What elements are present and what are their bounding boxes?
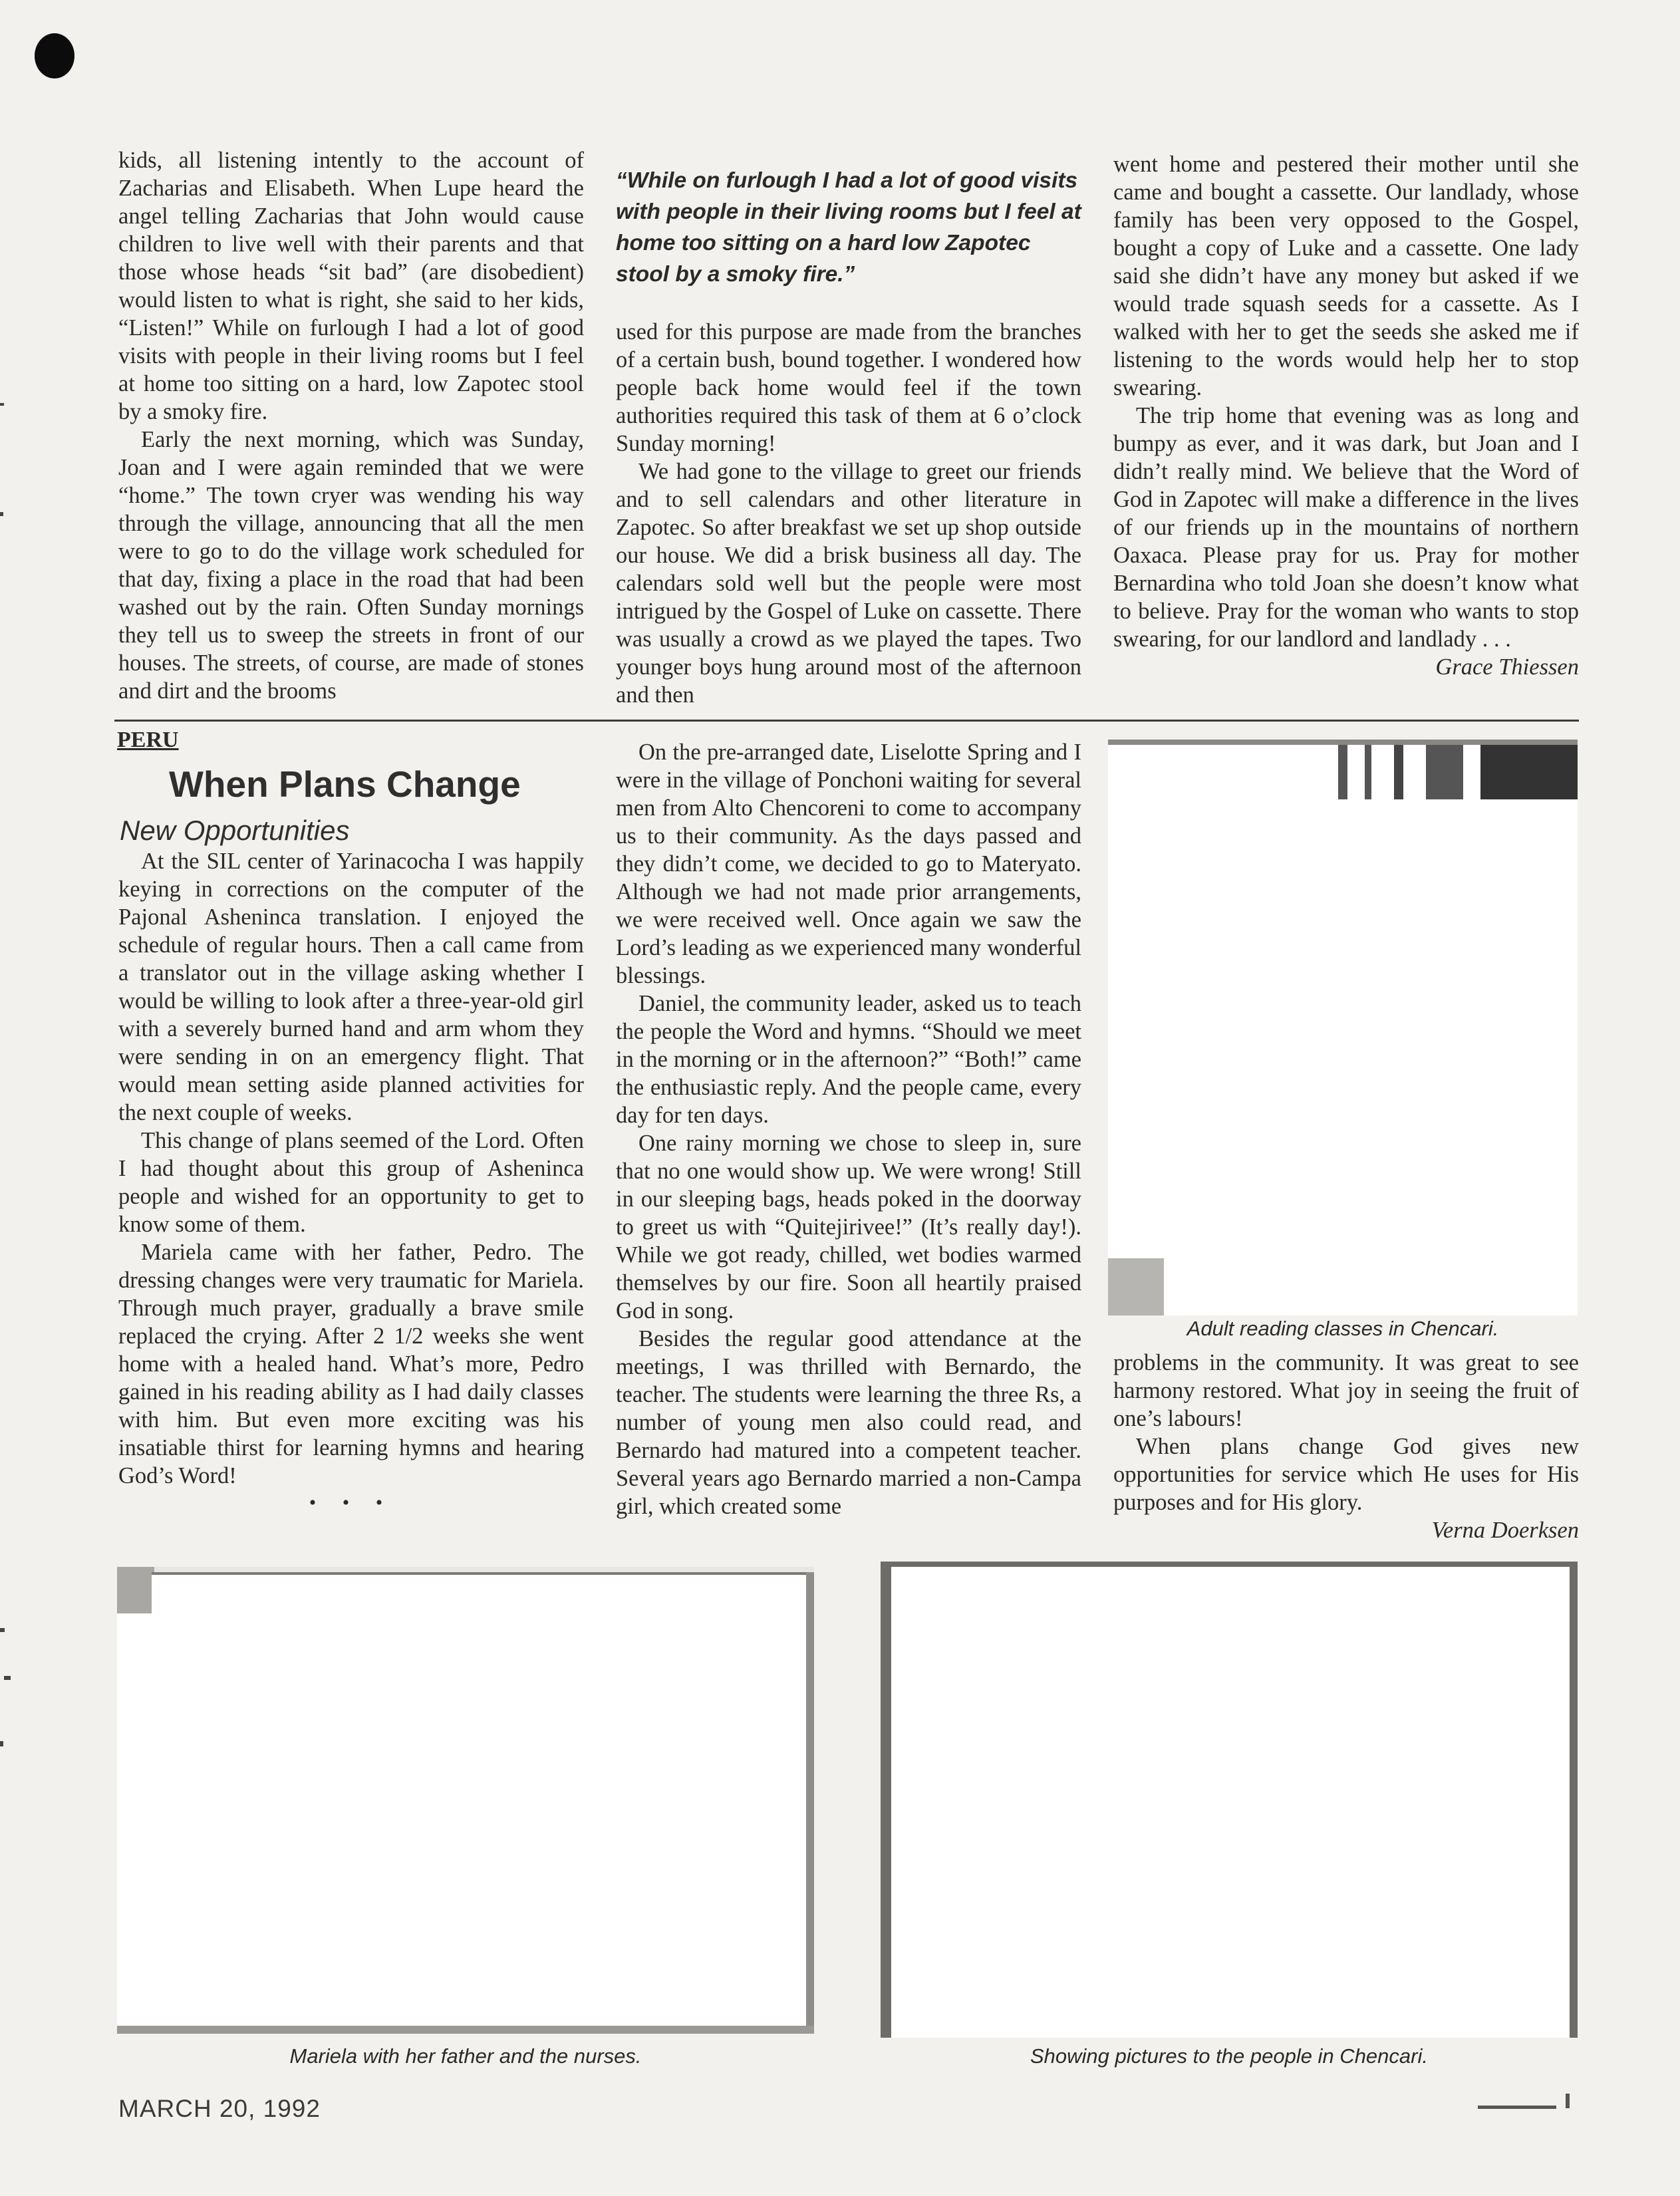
photo-reading-classes (1108, 740, 1578, 1315)
caption-mariela: Mariela with her father and the nurses. (289, 2044, 642, 2068)
scan-mark (0, 403, 4, 406)
paragraph: At the SIL center of Yarinacocha I was happily keying in corrections on the computer of the Pajonal Asheninca translation. I enjoyed the schedule of regular hours. Then a call came from a translator out in the village asking whether I would be willing to look after a three-year-old girl with a severely burned hand and arm whom they were sending in on an emergency flight. That would mean setting aside planned activities for the next couple of weeks. (118, 849, 584, 1125)
paragraph: used for this purpose are made from the branches of a certain bush, bound together. I wondered how people back home would feel if the town authorities required this task of them at 6 o’clock Sunday morning! (616, 319, 1081, 456)
paragraph: Mariela came with her father, Pedro. The dressing changes were very traumatic for Mariela. Through much prayer, gradually a brave smile replaced the crying. After 2 1/2 weeks she went home with a healed hand. What’s more, Pedro gained in his reading ability as I had daily classes with him. But even more exciting was his insatiable thirst for learning hymns and hearing God’s Word! (118, 1240, 584, 1488)
photo-edge (1365, 745, 1371, 799)
section-label: PERU (117, 728, 179, 752)
photo-mariela (117, 1567, 814, 2034)
scan-mark (4, 1676, 11, 1680)
scan-mark (0, 512, 3, 516)
top-story-column-3 (1113, 150, 1579, 681)
photo-edge (1108, 740, 1578, 745)
section-divider (114, 720, 1579, 722)
photo-edge (1394, 745, 1403, 799)
paragraph: Besides the regular good attendance at the meetings, I was thrilled with Bernardo, the teacher. The students were learning the three Rs, a number of young men also could read, and Bernardo had matured into a competent teacher. Several years ago Bernardo married a non-Campa girl, which created some (616, 1326, 1081, 1519)
article-subtitle: New Opportunities (120, 815, 350, 846)
photo-edge (1338, 745, 1347, 799)
paragraph: On the pre-arranged date, Liselotte Spring and I were in the village of Ponchoni waiting for several men from Alto Chencoreni to come to accompany us to their community. As the days passed and they didn’t come, we decided to go to Materyato. Although we had not made prior arrangements, we were received well. Once again we saw the Lord’s leading as we experienced many wonderful blessings. (616, 740, 1081, 988)
photo-edge (806, 1572, 814, 2034)
scan-mark (0, 1741, 3, 1746)
top-story-column-2 (616, 318, 1081, 709)
photo-edge (117, 2026, 814, 2034)
photo-edge (117, 1567, 154, 1613)
photo-edge (1480, 745, 1578, 799)
author-signature: Verna Doerksen (1431, 1518, 1579, 1543)
photo-edge (1570, 1562, 1578, 2038)
photo-edge (117, 1613, 152, 2034)
peru-story-column-1 (118, 847, 584, 1516)
scan-mark (0, 1628, 5, 1632)
caption-reading-classes: Adult reading classes in Chencari. (1187, 1317, 1499, 1340)
paragraph: The trip home that evening was as long and bumpy as ever, and it was dark, but Joan and I didn’t really mind. We believe that the Word of God in Zapotec will make a difference in the lives of our friends up in the mountains of northern Oaxaca. Please pray for us. Pray for mother Bernardina who told Joan she doesn’t know what to believe. Pray for the woman who wants to stop swearing, for our landlord and landlady . . . (1113, 403, 1579, 652)
paragraph: We had gone to the village to greet our friends and to sell calendars and other literature in Zapotec. So after breakfast we set up shop outside our house. We did a brisk business all day. The calendars sold well but the people were most intrigued by the Gospel of Luke on cassette. There was usually a crowd as we played the tapes. Two younger boys hung around most of the afternoon and then (616, 459, 1081, 708)
story-end-dots: • • • (309, 1492, 394, 1514)
caption-showing-pictures: Showing pictures to the people in Chencari. (1030, 2044, 1428, 2068)
footer-date: MARCH 20, 1992 (118, 2095, 321, 2122)
photo-edge (1426, 745, 1463, 799)
paragraph: Early the next morning, which was Sunday, Joan and I were again reminded that we were “home.” The town cryer was wending his way through the village, announcing that all the men were to go to do the village work scheduled for that day, fixing a place in the road that had been washed out by the rain. Often Sunday mornings they tell us to sweep the streets in front of our houses. The streets, of course, are made of stones and dirt and the brooms (118, 427, 584, 704)
page-number-fragment (1566, 2094, 1570, 2108)
peru-story-column-3 (1113, 1349, 1579, 1544)
page-number-fragment (1478, 2106, 1556, 2109)
top-story-column-1 (118, 146, 584, 705)
photo-edge (891, 1567, 1570, 2038)
binder-hole (35, 33, 74, 78)
photo-edge (881, 1562, 1578, 1567)
paragraph: kids, all listening intently to the account of Zacharias and Elisabeth. When Lupe heard the angel telling Zacharias that John would cause children to live well with their parents and that those whose heads “sit bad” (are disobedient) would listen to what is right, she said to her kids, “Listen!” While on furlough I had a lot of good visits with people in their living rooms but I feel at home too sitting on a hard, low Zapotec stool by a smoky fire. (118, 148, 584, 424)
pull-quote: “While on furlough I had a lot of good visits with people in their living rooms but I feel at home too sitting on a hard low Zapotec stool by a smoky fire.” (616, 168, 1081, 287)
photo-edge (881, 1562, 891, 2038)
photo-edge (1108, 1258, 1164, 1315)
paragraph: When plans change God gives new opportunities for service which He uses for His purposes and for His glory. (1113, 1434, 1579, 1515)
paragraph: problems in the community. It was great to see harmony restored. What joy in seeing the fruit of one’s labours! (1113, 1350, 1579, 1431)
article-title: When Plans Change (169, 763, 521, 805)
photo-showing-pictures (881, 1562, 1578, 2038)
paragraph: went home and pestered their mother until she came and bought a cassette. Our landlady, whose family has been very opposed to the Gospel, bought a copy of Luke and a cassette. One lady said she didn’t have any money but asked if we would trade squash seeds for a cassette. As I walked with her to get the seeds she asked me if listening to the words would help her to stop swearing. (1113, 152, 1579, 400)
paragraph: This change of plans seemed of the Lord. Often I had thought about this group of Asheninca people and wished for an opportunity to get to know some of them. (118, 1128, 584, 1237)
paragraph: Daniel, the community leader, asked us to teach the people the Word and hymns. “Should we meet in the morning or in the afternoon?” “Both!” came the enthusiastic reply. And the people came, every day for ten days. (616, 991, 1081, 1128)
photo-edge (152, 1575, 806, 2034)
paragraph: One rainy morning we chose to sleep in, sure that no one would show up. We were wrong! Still in our sleeping bags, heads poked in the doorway to greet us with “Quitejirivee!” (It’s really day!). While we got ready, chilled, wet bodies warmed themselves by our fire. Soon all heartily praised God in song. (616, 1131, 1081, 1323)
peru-story-column-2 (616, 738, 1081, 1520)
author-signature: Grace Thiessen (1435, 654, 1579, 680)
